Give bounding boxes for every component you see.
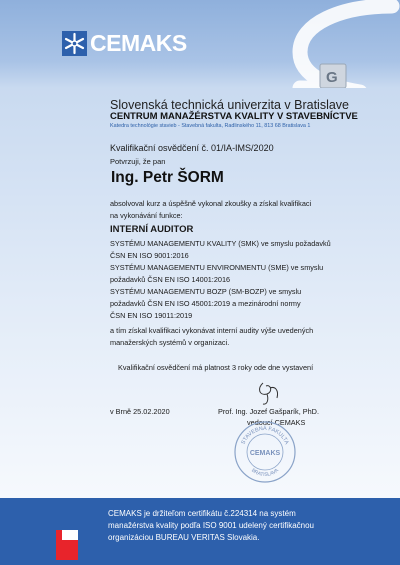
cemaks-logo: [62, 31, 187, 56]
system-line: SYSTÉMU MANAGEMENTU BOZP (SM-BOZP) ve smyslu: [110, 287, 302, 296]
department-address: Katedra technológie stavieb - Stavebná fakulta, Radlinského 11, 813 68 Bratislava 1: [110, 123, 311, 129]
snowflake-icon: [62, 31, 87, 56]
system-line: SYSTÉMU MANAGEMENTU ENVIRONMENTU (SME) ve smyslu: [110, 263, 324, 272]
svg-text:BRATISLAVA: [250, 467, 280, 478]
centrum-name: CENTRUM MANAŽÉRSTVA KVALITY V STAVEBNÍCTVE: [110, 111, 358, 122]
footer-line: manažérstva kvality podľa ISO 9001 udelený certifikačnou: [108, 521, 314, 530]
system-line: požadavků ČSN EN ISO 45001:2019 a mezinárodní normy: [110, 299, 301, 308]
university-name: Slovenská technická univerzita v Bratislave: [110, 98, 350, 112]
course-line: absolvoval kurz a úspěšně vykonal zkoušky a získal kvalifikaci: [110, 199, 312, 208]
system-line: SYSTÉMU MANAGEMENTU KVALITY (SMK) ve smyslu požadavků: [110, 239, 331, 248]
result-line: manažerských systémů v organizaci.: [110, 338, 230, 347]
footer-flag-icon: [56, 530, 78, 560]
signatory-title: vedoucí CEMAKS: [247, 418, 306, 427]
stamp-bottom-text: BRATISLAVA: [250, 467, 280, 479]
svg-text:G: G: [326, 69, 338, 86]
course-line: na vykonávání funkce:: [110, 211, 183, 220]
footer-line: CEMAKS je držiteľom certifikátu č.224314 na systém: [108, 509, 296, 518]
signatory-name: Prof. Ing. Jozef Gašparík, PhD.: [218, 407, 319, 416]
result-line: a tím získal kvalifikaci vykonávat interní audity výše uvedených: [110, 326, 314, 335]
footer-line: organizáciou BUREAU VERITAS Slovakia.: [108, 533, 260, 542]
role-title: INTERNÍ AUDITOR: [110, 224, 194, 235]
validity-line: Kvalifikační osvědčení má platnost 3 roky ode dne vystavení: [118, 363, 314, 372]
place-date: v Brně 25.02.2020: [110, 407, 170, 416]
stamp-top-text: STAVEBNÁ FAKULTA: [240, 425, 290, 446]
signature-mark: [255, 378, 285, 406]
system-line: ČSN EN ISO 19011:2019: [110, 311, 193, 320]
stamp-center-text: CEMAKS: [249, 450, 281, 457]
certificate-number: Kvalifikační osvědčení č. 01/IA-IMS/2020: [110, 143, 274, 153]
confirm-line: Potvrzuji, že pan: [110, 157, 166, 166]
university-stamp: [233, 420, 297, 484]
system-line: požadavků ČSN EN ISO 14001:2016: [110, 275, 231, 284]
holder-name: Ing. Petr ŠORM: [111, 169, 224, 186]
system-line: ČSN EN ISO 9001:2016: [110, 251, 189, 260]
logo-text: CEMAKS: [90, 30, 187, 56]
